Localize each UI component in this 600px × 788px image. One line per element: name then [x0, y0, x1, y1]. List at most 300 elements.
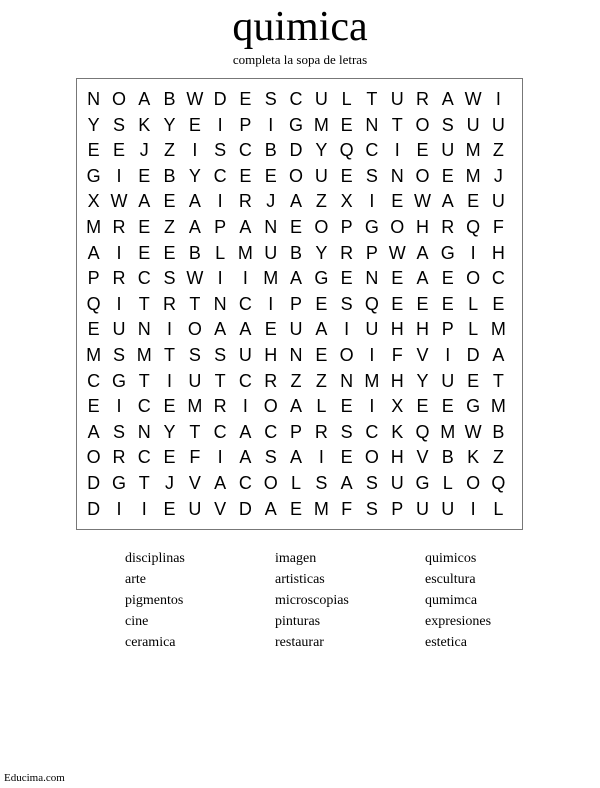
grid-letter: I — [369, 396, 375, 417]
grid-letter: R — [441, 216, 455, 237]
grid-letter: E — [340, 268, 353, 289]
grid-letter: E — [467, 191, 480, 212]
grid-letter: D — [213, 89, 227, 109]
grid-letter: H — [416, 216, 429, 237]
grid-letter: C — [87, 370, 101, 391]
grid-letter: P — [365, 242, 378, 263]
grid-letter: O — [289, 165, 304, 186]
grid-letter: V — [214, 498, 227, 519]
grid-letter: A — [239, 447, 252, 468]
grid-letter: G — [314, 268, 329, 289]
grid-letter: U — [188, 498, 202, 519]
grid-letter: I — [116, 396, 122, 417]
grid-letter: M — [440, 421, 456, 442]
grid-letter: S — [188, 344, 201, 365]
grid-letter: S — [214, 344, 227, 365]
grid-letter: A — [492, 344, 505, 365]
grid-letter: E — [492, 293, 505, 314]
grid-letter: T — [164, 344, 176, 365]
grid-letter: T — [214, 370, 226, 391]
grid-letter: A — [340, 472, 353, 493]
grid-letter: P — [290, 421, 303, 442]
grid-letter: F — [189, 447, 201, 468]
grid-letter: O — [415, 114, 430, 135]
word-list-item: disciplinas — [125, 551, 185, 566]
grid-letter: D — [289, 140, 303, 161]
grid-letter: V — [416, 447, 429, 468]
page-title: quimica — [232, 4, 368, 50]
grid-letter: M — [490, 396, 506, 417]
word-list-item: qumimca — [425, 593, 478, 608]
grid-letter: U — [314, 89, 328, 109]
grid-letter: E — [467, 370, 480, 391]
grid-letter: E — [315, 344, 328, 365]
grid-letter: W — [186, 89, 204, 109]
grid-letter: Z — [164, 216, 176, 237]
grid-letter: T — [138, 370, 150, 391]
grid-letter: X — [340, 191, 353, 212]
grid-letter: T — [189, 421, 201, 442]
grid-letter: F — [492, 216, 504, 237]
grid-letter: E — [163, 447, 176, 468]
grid-letter: O — [187, 319, 202, 340]
grid-letter: U — [416, 498, 429, 519]
grid-letter: S — [214, 140, 227, 161]
grid-letter: I — [470, 242, 476, 263]
grid-letter: G — [415, 472, 430, 493]
grid-letter: L — [493, 498, 504, 519]
grid-letter: M — [465, 165, 481, 186]
grid-letter: L — [468, 319, 479, 340]
grid-letter: U — [112, 319, 126, 340]
grid-letter: P — [441, 319, 454, 340]
grid-letter: U — [441, 370, 455, 391]
grid-letter: U — [238, 344, 252, 365]
grid-letter: A — [214, 472, 227, 493]
page-subtitle: completa la sopa de letras — [232, 52, 368, 67]
grid-letter: G — [364, 216, 379, 237]
grid-letter: S — [264, 447, 277, 468]
grid-letter: E — [163, 396, 176, 417]
grid-letter: A — [290, 396, 303, 417]
grid-letter: I — [394, 140, 400, 161]
grid-letter: W — [414, 191, 431, 212]
grid-letter: S — [264, 89, 277, 109]
word-list-item: artisticas — [275, 572, 325, 587]
grid-letter: U — [390, 89, 404, 109]
grid-letter: S — [441, 114, 454, 135]
grid-letter: E — [239, 89, 252, 109]
grid-letter: R — [112, 268, 126, 289]
grid-letter: L — [215, 242, 226, 263]
grid-letter: E — [391, 191, 404, 212]
grid-letter: I — [495, 89, 501, 109]
grid-letter: U — [441, 498, 455, 519]
grid-letter: Z — [492, 447, 504, 468]
grid-letter: A — [441, 89, 454, 109]
grid-letter: M — [136, 344, 152, 365]
word-list-item: cine — [125, 614, 149, 629]
grid-letter: D — [238, 498, 252, 519]
grid-letter: A — [138, 89, 151, 109]
grid-letter: T — [366, 89, 378, 109]
grid-letter: B — [188, 242, 201, 263]
grid-letter: A — [290, 447, 303, 468]
grid-letter: E — [264, 319, 277, 340]
grid-letter: E — [315, 293, 328, 314]
grid-letter: I — [217, 268, 223, 289]
grid-letter: N — [264, 216, 278, 237]
grid-letter: A — [264, 498, 277, 519]
grid-letter: I — [167, 319, 173, 340]
word-list — [125, 548, 575, 653]
grid-letter: G — [111, 370, 126, 391]
grid-letter: B — [163, 165, 176, 186]
grid-letter: J — [493, 165, 503, 186]
word-list-item: escultura — [425, 572, 476, 587]
grid-letter: G — [86, 165, 101, 186]
grid-letter: S — [340, 421, 353, 442]
grid-letter: D — [466, 344, 480, 365]
grid-letter: N — [289, 344, 303, 365]
grid-letter: L — [291, 472, 302, 493]
grid-letter: I — [116, 165, 122, 186]
grid-letter: I — [217, 447, 223, 468]
grid-letter: R — [238, 191, 252, 212]
grid-letter: S — [163, 268, 176, 289]
grid-letter: N — [137, 421, 151, 442]
grid-letter: W — [388, 242, 406, 263]
grid-letter: G — [289, 114, 304, 135]
grid-letter: I — [369, 344, 375, 365]
grid-letter: C — [491, 268, 505, 289]
grid-letter: E — [290, 216, 303, 237]
grid-letter: C — [213, 421, 227, 442]
grid-letter: E — [163, 242, 176, 263]
grid-letter: K — [391, 421, 404, 442]
grid-letter: U — [264, 242, 278, 263]
word-list-item: imagen — [275, 551, 317, 566]
grid-letter: E — [441, 293, 454, 314]
grid-letter: P — [214, 216, 227, 237]
grid-letter: C — [238, 293, 252, 314]
grid-letter: C — [289, 89, 303, 109]
grid-letter: I — [217, 191, 223, 212]
grid-letter: E — [340, 396, 353, 417]
grid-letter: U — [188, 370, 202, 391]
grid-letter: E — [441, 396, 454, 417]
grid-letter: R — [416, 89, 429, 109]
grid-letter: E — [87, 319, 100, 340]
grid-letter: E — [87, 140, 100, 161]
grid-letter: E — [112, 140, 125, 161]
grid-letter: G — [440, 242, 455, 263]
grid-letter: E — [264, 165, 277, 186]
grid-letter: A — [416, 268, 429, 289]
grid-letter: D — [87, 472, 101, 493]
grid-letter: E — [239, 165, 252, 186]
grid-letter: O — [364, 447, 379, 468]
grid-letter: Z — [492, 140, 504, 161]
grid-letter: S — [112, 344, 125, 365]
grid-letter: A — [239, 421, 252, 442]
grid-letter: S — [365, 498, 378, 519]
grid-letter: O — [390, 216, 405, 237]
grid-letter: M — [86, 216, 102, 237]
grid-letter: Y — [163, 421, 176, 442]
grid-letter: M — [237, 242, 253, 263]
grid-letter: A — [315, 319, 328, 340]
grid-letter: A — [290, 268, 303, 289]
grid-letter: W — [186, 268, 204, 289]
grid-letter: R — [112, 447, 126, 468]
grid-letter: C — [137, 268, 151, 289]
grid-letter: O — [263, 472, 278, 493]
grid-letter: S — [365, 165, 378, 186]
grid-letter: R — [314, 421, 328, 442]
grid-letter: O — [86, 447, 101, 468]
grid-letter: C — [137, 396, 151, 417]
word-list-item: arte — [125, 572, 146, 587]
grid-letter: C — [264, 421, 278, 442]
grid-letter: A — [416, 242, 429, 263]
grid-letter: Y — [315, 242, 328, 263]
grid-letter: B — [492, 421, 505, 442]
grid-letter: S — [112, 114, 125, 135]
grid-letter: L — [468, 293, 479, 314]
grid-letter: T — [189, 293, 201, 314]
grid-letter: Q — [491, 472, 506, 493]
grid-letter: L — [442, 472, 453, 493]
grid-letter: D — [87, 498, 101, 519]
grid-letter: V — [416, 344, 429, 365]
grid-letter: H — [491, 242, 505, 263]
grid-letter: H — [390, 370, 404, 391]
grid-letter: M — [86, 344, 102, 365]
footer-credit: Educima.com — [4, 772, 65, 784]
grid-letter: S — [365, 472, 378, 493]
grid-letter: I — [318, 447, 324, 468]
word-list-item: restaurar — [275, 635, 324, 650]
grid-letter: V — [188, 472, 201, 493]
grid-letter: O — [263, 396, 278, 417]
grid-letter: Z — [315, 191, 327, 212]
grid-letter: Q — [86, 293, 101, 314]
grid-letter: M — [490, 319, 506, 340]
grid-letter: L — [341, 89, 352, 109]
grid-letter: R — [340, 242, 354, 263]
grid-letter: M — [364, 370, 380, 391]
grid-letter: E — [340, 447, 353, 468]
word-list-item: estetica — [425, 635, 467, 650]
grid-letter: P — [239, 114, 252, 135]
grid-letter: I — [192, 140, 198, 161]
grid-letter: W — [464, 421, 482, 442]
grid-letter: I — [116, 498, 122, 519]
grid-letter: O — [339, 344, 354, 365]
grid-letter: N — [137, 319, 151, 340]
grid-letter: A — [441, 191, 454, 212]
word-list-item: pigmentos — [125, 593, 184, 608]
grid-letter: E — [391, 268, 404, 289]
grid-letter: E — [340, 114, 353, 135]
grid-letter: U — [390, 472, 404, 493]
grid-letter: N — [340, 370, 354, 391]
grid-letter: O — [314, 216, 329, 237]
grid-letter: P — [340, 216, 353, 237]
grid-letter: U — [466, 114, 480, 135]
grid-letter: E — [138, 165, 151, 186]
grid-letter: I — [445, 344, 451, 365]
grid-letter: I — [242, 268, 248, 289]
grid-letter: A — [87, 242, 100, 263]
grid-letter: Y — [188, 165, 201, 186]
word-list-item: quimicos — [425, 551, 477, 566]
grid-letter: N — [213, 293, 227, 314]
grid-letter: A — [87, 421, 100, 442]
grid-letter: I — [141, 498, 147, 519]
grid-letter: E — [416, 140, 429, 161]
grid-letter: X — [87, 191, 100, 212]
word-search-grid — [81, 87, 511, 522]
grid-letter: J — [139, 140, 149, 161]
grid-letter: O — [111, 89, 126, 109]
grid-letter: Z — [290, 370, 302, 391]
grid-letter: A — [138, 191, 151, 212]
grid-letter: C — [365, 421, 379, 442]
grid-letter: H — [264, 344, 278, 365]
grid-letter: W — [110, 191, 128, 212]
grid-letter: U — [314, 165, 328, 186]
grid-letter: N — [365, 114, 379, 135]
grid-letter: B — [163, 89, 176, 109]
grid-letter: Y — [416, 370, 429, 391]
grid-letter: K — [138, 114, 151, 135]
grid-letter: I — [116, 293, 122, 314]
grid-letter: N — [87, 89, 101, 109]
grid-letter: I — [369, 191, 375, 212]
grid-letter: A — [188, 191, 201, 212]
grid-letter: C — [213, 165, 227, 186]
grid-letter: E — [188, 114, 201, 135]
grid-letter: U — [441, 140, 455, 161]
grid-letter: L — [316, 396, 327, 417]
grid-letter: P — [87, 268, 100, 289]
grid-letter: S — [315, 472, 328, 493]
grid-letter: Y — [315, 140, 328, 161]
grid-letter: H — [390, 319, 404, 340]
grid-letter: M — [187, 396, 203, 417]
grid-letter: E — [416, 396, 429, 417]
grid-letter: E — [87, 396, 100, 417]
grid-letter: P — [290, 293, 303, 314]
word-search-grid-box — [76, 78, 523, 530]
grid-letter: A — [214, 319, 227, 340]
grid-letter: M — [465, 140, 481, 161]
grid-letter: B — [264, 140, 277, 161]
grid-letter: Q — [339, 140, 354, 161]
grid-letter: I — [470, 498, 476, 519]
grid-letter: U — [289, 319, 303, 340]
grid-letter: Q — [415, 421, 430, 442]
grid-letter: F — [391, 344, 403, 365]
grid-letter: Y — [87, 114, 100, 135]
grid-letter: E — [416, 293, 429, 314]
grid-letter: F — [341, 498, 353, 519]
word-list-item: microscopias — [275, 593, 349, 608]
grid-letter: E — [138, 242, 151, 263]
grid-letter: I — [268, 293, 274, 314]
grid-letter: I — [242, 396, 248, 417]
grid-letter: I — [116, 242, 122, 263]
grid-letter: I — [344, 319, 350, 340]
grid-letter: E — [163, 498, 176, 519]
grid-letter: T — [492, 370, 504, 391]
grid-letter: P — [391, 498, 404, 519]
grid-letter: C — [238, 370, 252, 391]
grid-letter: M — [313, 114, 329, 135]
grid-letter: G — [466, 396, 481, 417]
grid-letter: O — [415, 165, 430, 186]
grid-letter: S — [112, 421, 125, 442]
grid-letter: B — [441, 447, 454, 468]
grid-letter: N — [365, 268, 379, 289]
grid-letter: S — [340, 293, 353, 314]
grid-letter: O — [466, 268, 481, 289]
grid-letter: E — [138, 216, 151, 237]
grid-letter: M — [313, 498, 329, 519]
grid-letter: C — [137, 447, 151, 468]
grid-letter: C — [365, 140, 379, 161]
grid-letter: I — [167, 370, 173, 391]
grid-letter: A — [239, 216, 252, 237]
grid-letter: E — [391, 293, 404, 314]
grid-letter: A — [239, 319, 252, 340]
grid-letter: N — [390, 165, 404, 186]
grid-letter: K — [467, 447, 480, 468]
grid-letter: E — [290, 498, 303, 519]
grid-letter: Q — [466, 216, 481, 237]
grid-letter: W — [464, 89, 482, 109]
grid-letter: Q — [364, 293, 379, 314]
grid-letter: R — [163, 293, 177, 314]
grid-letter: A — [290, 191, 303, 212]
grid-letter: R — [112, 216, 126, 237]
grid-letter: I — [268, 114, 274, 135]
grid-letter: U — [491, 114, 505, 135]
grid-letter: Z — [164, 140, 176, 161]
grid-letter: Z — [315, 370, 327, 391]
grid-letter: M — [263, 268, 279, 289]
grid-letter: O — [466, 472, 481, 493]
grid-letter: Y — [163, 114, 176, 135]
grid-letter: E — [163, 191, 176, 212]
grid-letter: B — [290, 242, 303, 263]
grid-letter: X — [391, 396, 404, 417]
grid-letter: H — [416, 319, 429, 340]
grid-letter: R — [213, 396, 227, 417]
grid-letter: T — [138, 472, 150, 493]
grid-letter: G — [111, 472, 126, 493]
grid-letter: E — [340, 165, 353, 186]
word-list-item: pinturas — [275, 614, 321, 629]
word-list-item: expresiones — [425, 614, 492, 629]
grid-letter: H — [390, 447, 404, 468]
grid-letter: T — [138, 293, 150, 314]
grid-letter: C — [238, 472, 252, 493]
grid-letter: T — [391, 114, 403, 135]
grid-letter: U — [365, 319, 379, 340]
